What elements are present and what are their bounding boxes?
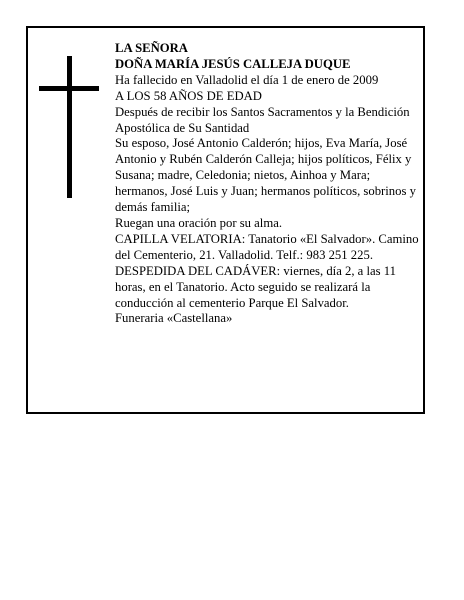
obituary-notice [26,26,425,414]
deceased-name: DOÑA MARÍA JESÚS CALLEJA DUQUE [115,56,351,71]
family-list: Su esposo, José Antonio Calderón; hijos, Eva María, José Antonio y Rubén Calderón Calleja; hijos políticos, Félix y Susana; madre, Celedonia; nietos, Ainhoa y Mara; hermanos, José Luis y Juan; hermanos políticos, sobrinos y demás familia; [115,136,416,215]
funeral-home: Funeraria «Castellana» [115,311,233,326]
notice-honorific: LA SEÑORA [115,41,188,55]
notice-text [115,41,421,327]
prayer-request: Ruegan una oración por su alma. [115,215,283,230]
cross-icon-bar [39,86,99,91]
farewell-info: DESPEDIDA DEL CADÁVER: viernes, día 2, a las 11 horas, en el Tanatorio. Acto seguido se realizará la conducción al cementerio Parque El Salvador. [115,263,396,310]
death-statement: Ha fallecido en Valladolid el día 1 de enero de 2009 [115,72,379,87]
sacraments-statement: Después de recibir los Santos Sacramentos y la Bendición Apostólica de Su Santidad [115,104,410,135]
cross-icon [67,56,72,198]
age-statement: A LOS 58 AÑOS DE EDAD [115,88,262,103]
chapel-info: CAPILLA VELATORIA: Tanatorio «El Salvador». Camino del Cementerio, 21. Valladolid. Telf.: 983 251 225. [115,231,419,262]
